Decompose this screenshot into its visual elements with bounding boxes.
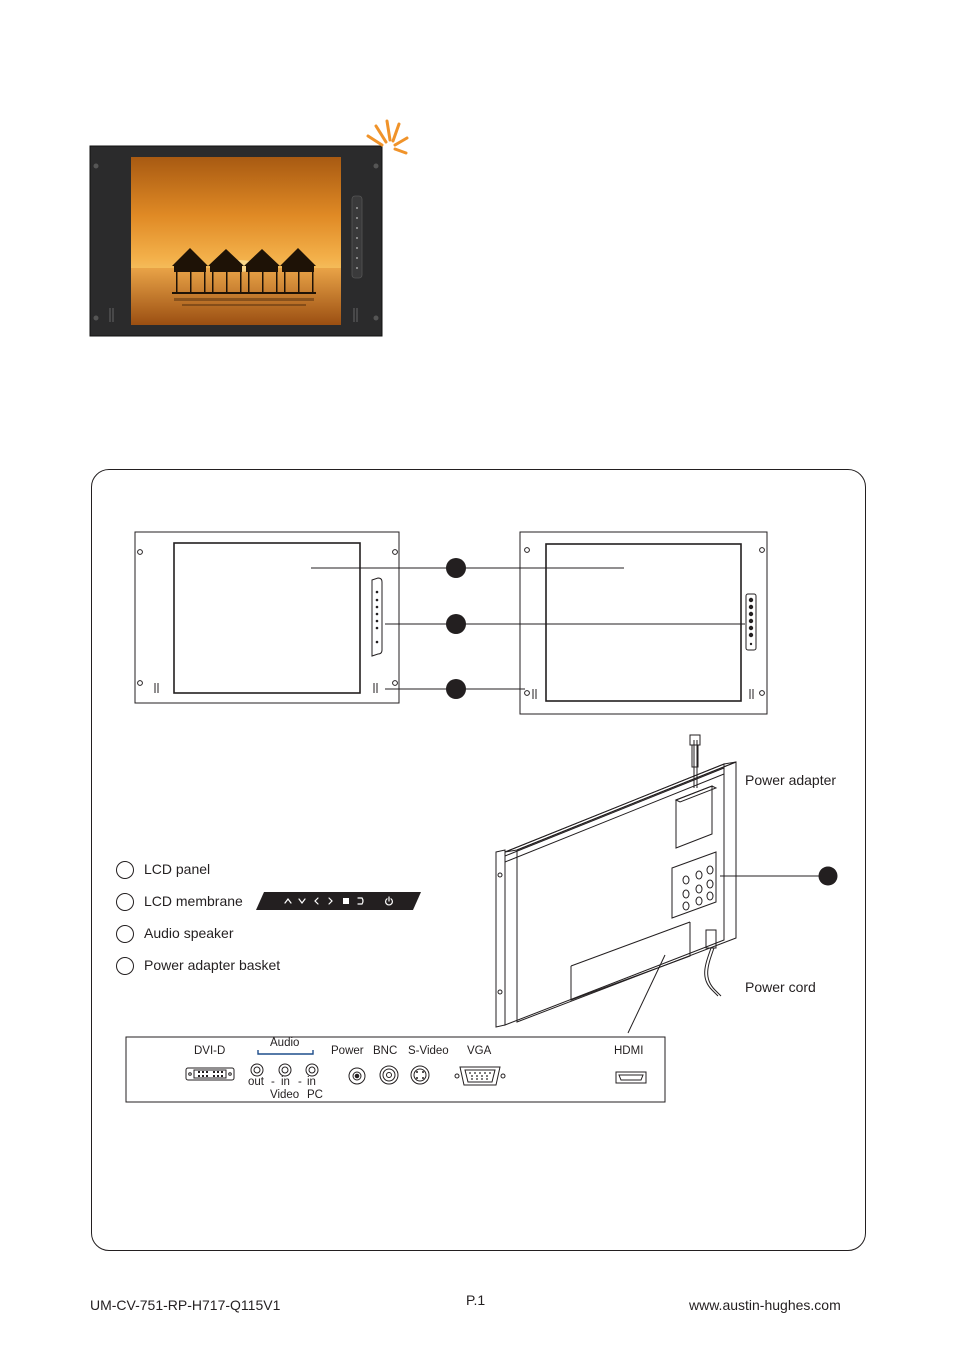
power-adapter-label: Power adapter: [745, 772, 837, 788]
power-connector-label: Power: [331, 1045, 364, 1057]
website-link[interactable]: www.austin-hughes.com: [689, 1297, 841, 1313]
callout-dots: [446, 558, 838, 886]
bnc-label: BNC: [373, 1045, 398, 1057]
legend-marker-2: [116, 893, 134, 911]
legend-audio-speaker: Audio speaker: [144, 925, 234, 941]
audio-in-pc-label: in: [307, 1076, 316, 1088]
rear-view: [496, 735, 736, 1033]
hdmi-label: HDMI: [614, 1045, 644, 1057]
dvi-d-label: DVI-D: [194, 1045, 226, 1057]
document-id: UM-CV-751-RP-H717-Q115V1: [90, 1297, 281, 1313]
audio-out-label: out: [248, 1076, 264, 1088]
power-cord-label: Power cord: [745, 979, 816, 995]
audio-label: Audio: [270, 1037, 300, 1049]
menu-square-icon: [343, 898, 349, 904]
audio-video-label: Video: [270, 1089, 300, 1101]
audio-in-video-label: in: [281, 1076, 290, 1088]
vga-label: VGA: [467, 1045, 492, 1057]
legend-marker-4: [116, 957, 134, 975]
legend-power-adapter-basket: Power adapter basket: [144, 957, 281, 973]
front-view-left: [135, 532, 399, 703]
legend-lcd-panel: LCD panel: [144, 861, 211, 877]
legend-marker-3: [116, 925, 134, 943]
legend-marker-1: [116, 861, 134, 879]
membrane-strip: [256, 891, 422, 911]
audio-dash-2: -: [298, 1076, 302, 1088]
s-video-label: S-Video: [408, 1045, 449, 1057]
audio-dash-1: -: [271, 1076, 275, 1088]
front-view-right: [520, 532, 767, 714]
audio-pc-label: PC: [307, 1089, 323, 1101]
page-number: P.1: [466, 1292, 486, 1308]
legend-lcd-membrane: LCD membrane: [144, 893, 243, 909]
